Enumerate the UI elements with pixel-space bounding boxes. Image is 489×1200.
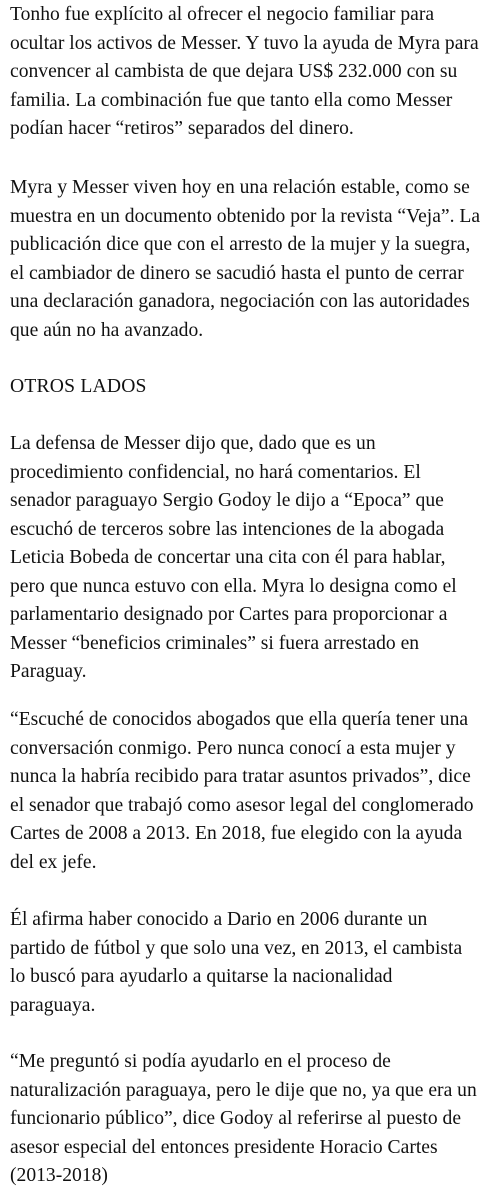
text-line: Leticia Bobeda de concertar una cita con él para hablar, (10, 547, 446, 568)
text-line: del ex jefe. (10, 851, 97, 873)
text-line: convencer al cambista de que dejara US$ 232.000 con su (10, 61, 458, 82)
paragraph-dario-futbol (10, 906, 462, 1020)
text-line: parlamentario designado por Cartes para proporcionar a (10, 604, 448, 625)
paragraph-defensa-messer (10, 430, 457, 687)
text-line: ocultar los activos de Messer. Y tuvo la ayuda de Myra para (10, 32, 479, 54)
text-line: nunca la habría recibido para tratar asuntos privados”, dice (10, 766, 471, 787)
text-line: que aún no ha avanzado. (10, 319, 204, 341)
text-line: Tonho fue explícito al ofrecer el negocio familiar para (10, 4, 435, 25)
text-line: una declaración ganadora, negociación con las autoridades (10, 291, 470, 312)
text-line: el cambiador de dinero se sacudió hasta el punto de cerrar (10, 262, 464, 284)
text-line: podían hacer “retiros” separados del dinero. (10, 118, 354, 139)
paragraph-myra-messer (10, 174, 480, 345)
text-line: publicación dice que con el arresto de la mujer y la suegra, (10, 234, 471, 255)
text-line: funcionario público”, dice Godoy al referirse al puesto de (10, 1108, 462, 1129)
text-line: lo buscó para ayudarlo a quitarse la nacionalidad (10, 966, 393, 987)
text-line: La defensa de Messer dijo que, dado que es un (10, 433, 376, 454)
text-line: naturalización paraguaya, pero le dije que no, ya que era un (10, 1079, 477, 1101)
paragraph-tonho-negocio (10, 1, 479, 144)
text-line: asesor especial del entonces presidente Horacio Cartes (10, 1136, 438, 1158)
text-line: senador paraguayo Sergio Godoy le dijo a “Epoca” que (10, 490, 444, 511)
text-line: pero que nunca estuvo con ella. Myra lo designa como el (10, 575, 457, 597)
paragraph-quote-naturalizacion (10, 1048, 477, 1191)
text-line: conversación conmigo. Pero nunca conocí a esta mujer y (10, 737, 456, 759)
text-line: Él afirma haber conocido a Dario en 2006 durante un (10, 909, 428, 930)
text-line: Cartes de 2008 a 2013. En 2018, fue elegido con la ayuda (10, 823, 463, 844)
text-line: el senador que trabajó como asesor legal del conglomerado (10, 794, 474, 816)
text-line: paraguaya. (10, 994, 96, 1016)
section-heading-text: OTROS LADOS (10, 376, 147, 397)
paragraph-quote-escuche (10, 706, 474, 877)
text-line: Paraguay. (10, 661, 87, 682)
text-line: Myra y Messer viven hoy en una relación estable, como se (10, 177, 470, 198)
text-line: partido de fútbol y que solo una vez, en 2013, el cambista (10, 937, 463, 959)
text-line: “Me preguntó si podía ayudarlo en el proceso de (10, 1051, 391, 1072)
text-line: procedimiento confidencial, no hará comentarios. El (10, 461, 421, 483)
text-line: escuchó de terceros sobre las intenciones de la abogada (10, 518, 445, 540)
text-line: muestra en un documento obtenido por la revista “Veja”. La (10, 205, 481, 227)
text-line: Messer “beneficios criminales” si fuera arrestado en (10, 632, 420, 654)
text-line: familia. La combinación fue que tanto ella como Messer (10, 89, 453, 111)
text-line: (2013-2018) (10, 1165, 108, 1186)
text-line: “Escuché de conocidos abogados que ella quería tener una (10, 709, 469, 730)
section-heading-otros-lados (10, 373, 147, 402)
